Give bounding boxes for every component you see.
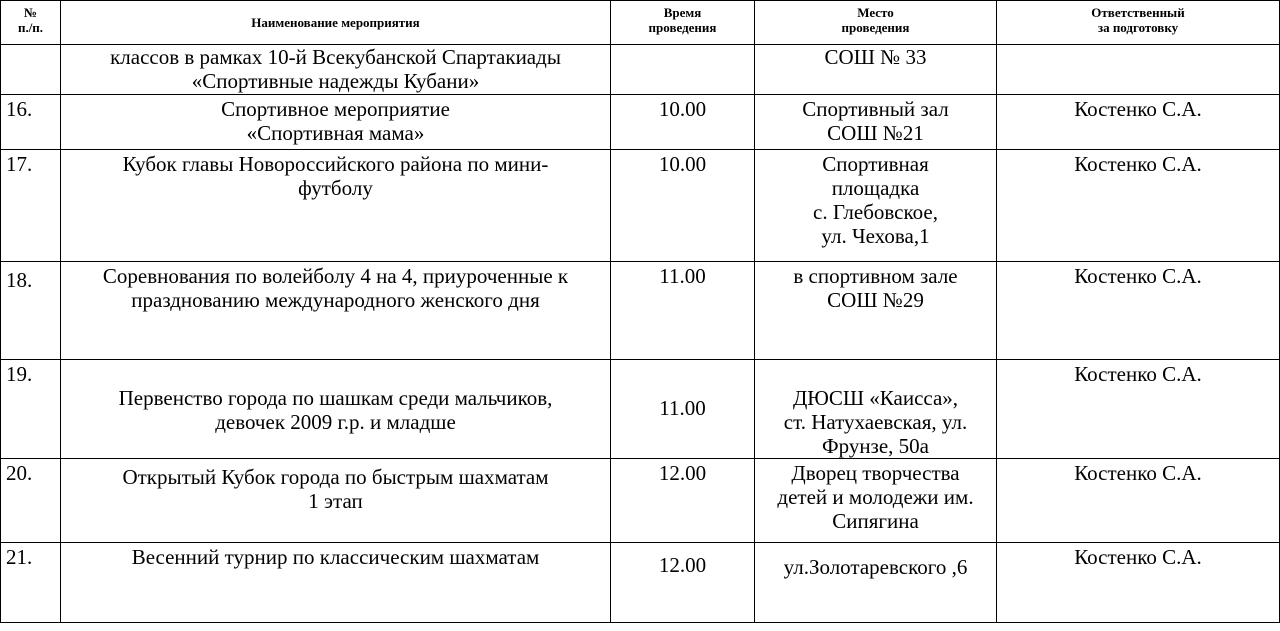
row-time: 11.00 <box>611 262 755 360</box>
table-row <box>1 543 1280 623</box>
table-header-row <box>1 1 1280 45</box>
row-event-name: Соревнования по волейболу 4 на 4, приуроченные к празднованию международного женского дня <box>61 262 611 360</box>
table-row <box>1 262 1280 360</box>
table-row <box>1 150 1280 262</box>
row-number <box>1 45 61 95</box>
row-place: ул.Золотаревского ,6 <box>755 543 997 623</box>
row-place: Дворец творчества детей и молодежи им. Сипягина <box>755 459 997 543</box>
row-place: в спортивном зале СОШ №29 <box>755 262 997 360</box>
row-time: 10.00 <box>611 150 755 262</box>
row-event-name: классов в рамках 10-й Всекубанской Спартакиады «Спортивные надежды Кубани» <box>61 45 611 95</box>
row-time: 10.00 <box>611 95 755 150</box>
row-responsible: Костенко С.А. <box>997 262 1280 360</box>
row-responsible: Костенко С.А. <box>997 459 1280 543</box>
row-responsible: Костенко С.А. <box>997 150 1280 262</box>
header-place: Место проведения <box>755 1 997 45</box>
row-time: 12.00 <box>611 459 755 543</box>
header-time: Время проведения <box>611 1 755 45</box>
row-number: 17. <box>1 150 61 262</box>
row-time: 11.00 <box>611 360 755 459</box>
table-row <box>1 360 1280 459</box>
row-number: 20. <box>1 459 61 543</box>
row-number: 18. <box>1 262 61 360</box>
header-event-name: Наименование мероприятия <box>61 1 611 45</box>
header-responsible: Ответственный за подготовку <box>997 1 1280 45</box>
row-place: ДЮСШ «Каисса», ст. Натухаевская, ул. Фрунзе, 50а <box>755 360 997 459</box>
row-event-name: Открытый Кубок города по быстрым шахматам 1 этап <box>61 459 611 543</box>
row-number: 21. <box>1 543 61 623</box>
table-row <box>1 95 1280 150</box>
row-responsible: Костенко С.А. <box>997 543 1280 623</box>
row-event-name: Весенний турнир по классическим шахматам <box>61 543 611 623</box>
row-place: СОШ № 33 <box>755 45 997 95</box>
table-row <box>1 45 1280 95</box>
row-responsible: Костенко С.А. <box>997 360 1280 459</box>
row-place: Спортивная площадка с. Глебовское, ул. Чехова,1 <box>755 150 997 262</box>
row-number: 16. <box>1 95 61 150</box>
row-responsible <box>997 45 1280 95</box>
row-number: 19. <box>1 360 61 459</box>
row-time: 12.00 <box>611 543 755 623</box>
table-row <box>1 459 1280 543</box>
row-event-name: Первенство города по шашкам среди мальчиков, девочек 2009 г.р. и младше <box>61 360 611 459</box>
row-responsible: Костенко С.А. <box>997 95 1280 150</box>
header-number: № п./п. <box>1 1 61 45</box>
row-event-name: Спортивное мероприятие «Спортивная мама» <box>61 95 611 150</box>
row-event-name: Кубок главы Новороссийского района по мини- футболу <box>61 150 611 262</box>
row-time <box>611 45 755 95</box>
row-place: Спортивный зал СОШ №21 <box>755 95 997 150</box>
